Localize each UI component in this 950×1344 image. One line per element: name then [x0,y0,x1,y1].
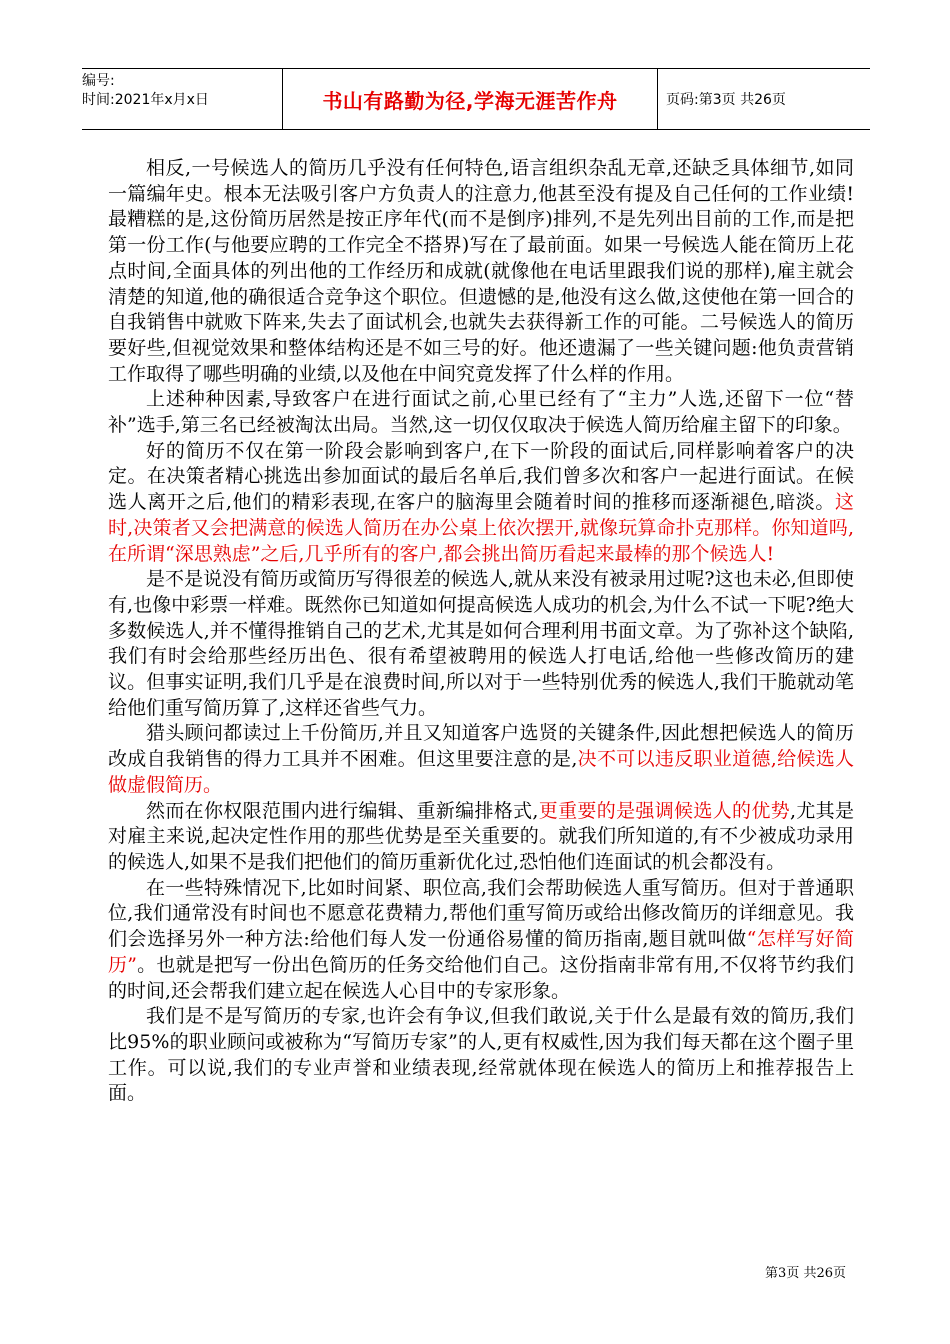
highlighted-text: “怎样写好简历” [108,928,854,976]
paragraph-text: 在一些特殊情况下,比如时间紧、职位高,我们会帮助候选人重写简历。但对于普通职位,我们通常没有时间也不愿意花费精力,帮他们重写简历或给出修改简历的详细意见。我们会选择另外一种方法:给他们每人发一份通俗易懂的简历指南,题目就叫做 [108,876,854,951]
header-left-cell [82,69,282,129]
doc-number-label: 编号: [82,73,115,89]
paragraph-text: ,尤其是对雇主来说,起决定性作用的那些优势是至关重要的。就我们所知道的,有不少被成功录用的候选人,如果不是我们把他们的简历重新优化过,恐怕他们连面试的机会都没有。 [108,799,854,873]
body-paragraph [108,156,854,387]
highlighted-text: 决不可以违反职业道德,给候选人做虚假简历。 [108,748,854,796]
body-paragraph [108,1004,854,1107]
body-paragraph [108,439,854,568]
paragraph-text: 是不是说没有简历或简历写得很差的候选人,就从来没有被录用过呢?这也未必,但即使有,也像中彩票一样难。既然你已知道如何提高候选人成功的机会,为什么不试一下呢?绝大多数候选人,并不懂得推销自己的艺术,尤其是如何合理利用书面文章。为了弥补这个缺陷,我们有时会给那些经历出色、很有希望被聘用的候选人打电话,给他一些修改简历的建议。但事实证明,我们几乎是在浪费时间,所以对于一些特别优秀的候选人,我们干脆就动笔给他们重写简历算了,这样还省些气力。 [108,568,854,719]
body-paragraph [108,567,854,721]
body-paragraph [108,876,854,1005]
paragraph-text: 我们是不是写简历的专家,也许会有争议,但我们敢说,关于什么是最有效的简历,我们比95%的职业顾问或被称为“写简历专家”的人,更有权威性,因为我们每天都在这个圈子里工作。可以说,我们的专业声誉和业绩表现,经常就体现在候选人的简历上和推荐报告上面。 [108,1005,854,1105]
date-label: 时间:2021年x月x日 [82,92,209,108]
document-body [108,156,854,1107]
paragraph-text: 。也就是把写一份出色简历的任务交给他们自己。这份指南非常有用,不仅将节约我们的时间,还会帮我们建立起在候选人心目中的专家形象。 [108,953,855,1002]
paragraph-text: 上述种种因素,导致客户在进行面试之前,心里已经有了“主力”人选,还留下一位“替补”选手,第三名已经被淘汰出局。当然,这一切仅仅取决于候选人简历给雇主留下的印象。 [108,388,854,437]
body-paragraph [108,387,854,438]
header-motto: 书山有路勤为径,学海无涯苦作舟 [282,69,658,129]
paragraph-text: 好的简历不仅在第一阶段会影响到客户,在下一阶段的面试后,同样影响着客户的决定。在决策者精心挑选出参加面试的最后名单后,我们曾多次和客户一起进行面试。在候选人离开之后,他们的精彩表现,在客户的脑海里会随着时间的推移而逐渐褪色,暗淡。 [108,439,854,514]
highlighted-text: 更重要的是强调候选人的优势 [538,799,790,822]
page-footer: 第3页 共26页 [765,1266,846,1281]
body-paragraph [108,721,854,798]
paragraph-text: 相反,一号候选人的简历几乎没有任何特色,语言组织杂乱无章,还缺乏具体细节,如同一篇编年史。根本无法吸引客户方负责人的注意力,他甚至没有提及自己任何的工作业绩!最糟糕的是,这份简历居然是按正序年代(而不是倒序)排列,不是先列出目前的工作,而是把第一份工作(与他要应聘的工作完全不搭界)写在了最前面。如果一号候选人能在简历上花点时间,全面具体的列出他的工作经历和成就(就像他在电话里跟我们说的那样),雇主就会清楚的知道,他的确很适合竞争这个职位。但遗憾的是,他没有这么做,这使他在第一回合的自我销售中就败下阵来,失去了面试机会,也就失去获得新工作的可能。二号候选人的简历要好些,但视觉效果和整体结构还是不如三号的好。他还遗漏了一些关键问题:他负责营销工作取得了哪些明确的业绩,以及他在中间究竟发挥了什么样的作用。 [108,157,854,385]
body-paragraph [108,799,854,876]
paragraph-text: 猎头顾问都读过上千份简历,并且又知道客户选贤的关键条件,因此想把候选人的简历改成自我销售的得力工具并不困难。但这里要注意的是, [108,722,854,771]
highlighted-text: 这时,决策者又会把满意的候选人简历在办公桌上依次摆开,就像玩算命扑克那样。你知道吗,在所谓“深思熟虑”之后,几乎所有的客户,都会挑出简历看起来最棒的那个候选人! [108,491,854,565]
header-page-info: 页码:第3页 共26页 [666,92,786,108]
paragraph-text: 然而在你权限范围内进行编辑、重新编排格式, [146,799,539,822]
page-header [82,68,870,130]
